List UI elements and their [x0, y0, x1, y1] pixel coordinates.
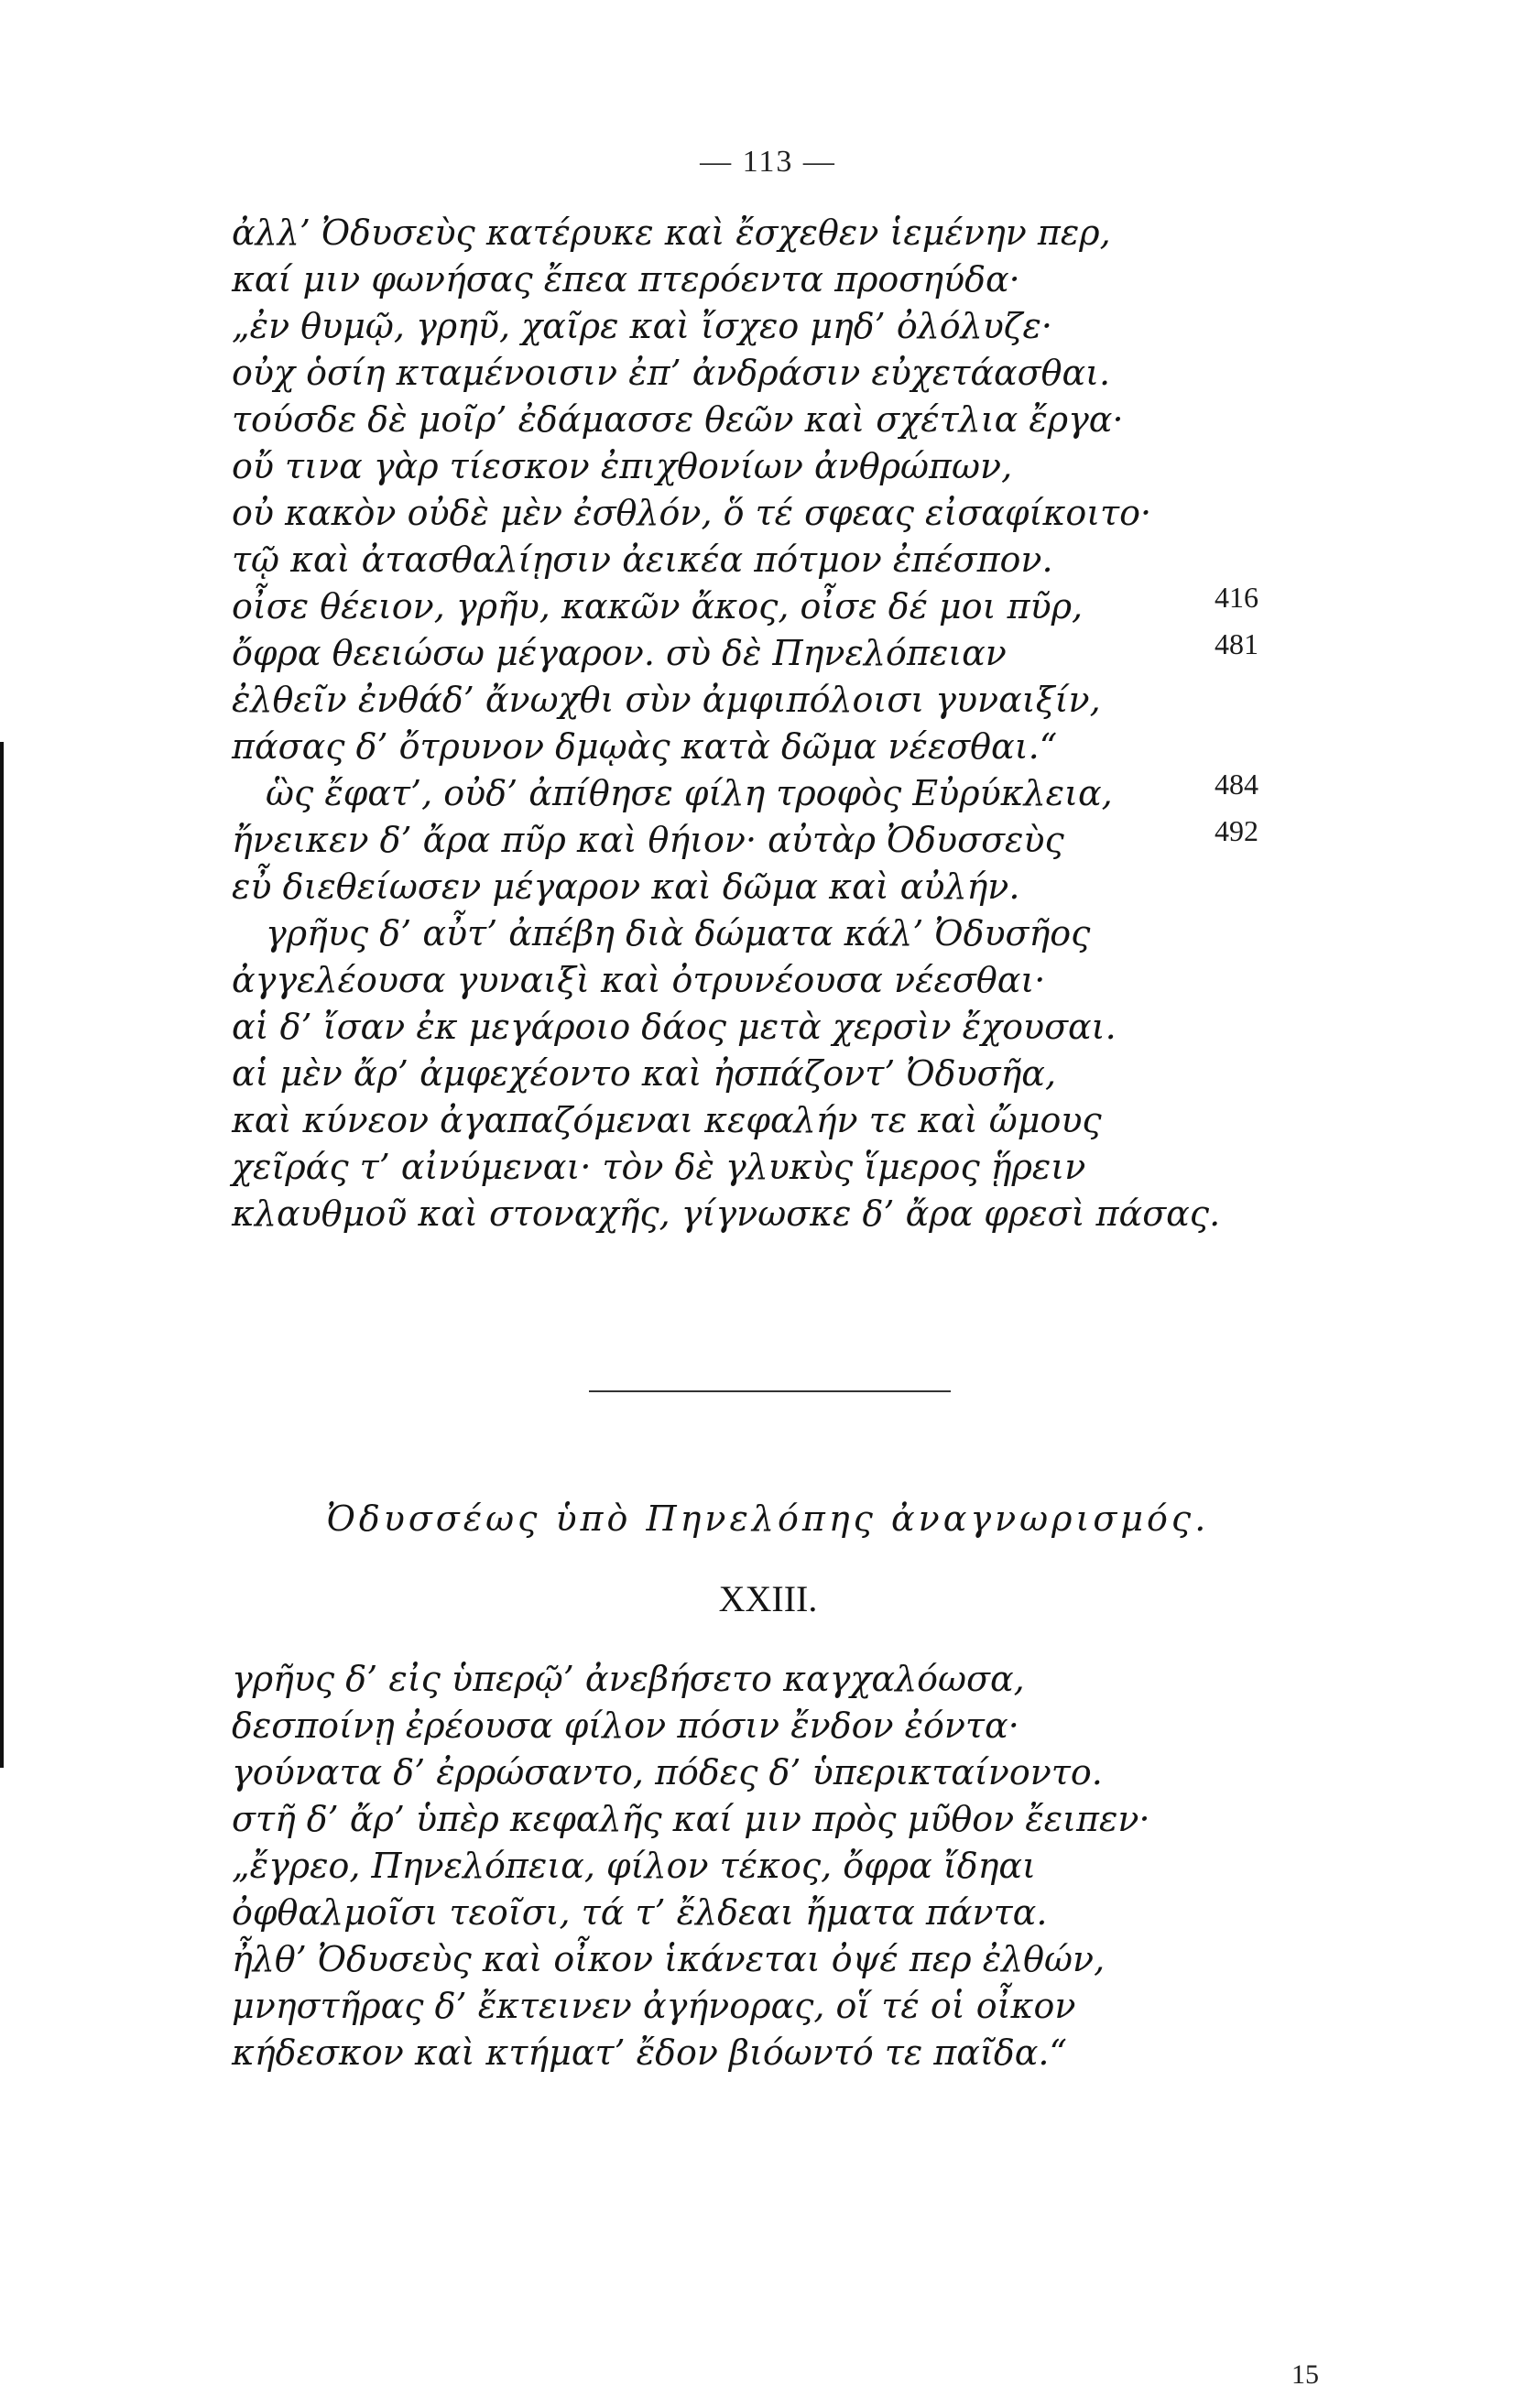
verse-line: αἱ δ’ ἴσαν ἐκ μεγάροιο δάος μετὰ χερσὶν ἔχουσαι. — [232, 1007, 1117, 1047]
line-number: 484 — [1215, 768, 1258, 801]
verse-line: κήδεσκον καὶ κτήματ’ ἔδον βιόωντό τε παῖδα.“ — [232, 2032, 1067, 2073]
verse-line: καὶ κύνεον ἀγαπαζόμεναι κεφαλήν τε καὶ ὤμους — [232, 1100, 1102, 1140]
section-title: Ὀδυσσέως ὑπὸ Πηνελόπης ἀναγνωρισμός. — [326, 1498, 1210, 1539]
verse-line: ἤνεικεν δ’ ἄρα πῦρ καὶ θήιον· αὐτὰρ Ὀδυσσεὺς — [232, 820, 1064, 860]
verse-line: χεῖράς τ’ αἰνύμεναι· τὸν δὲ γλυκὺς ἵμερος ᾕρειν — [232, 1147, 1086, 1187]
verse-line: τούσδε δὲ μοῖρ’ ἐδάμασσε θεῶν καὶ σχέτλια ἔργα· — [232, 399, 1124, 440]
verse-line: καί μιν φωνήσας ἔπεα πτερόεντα προσηύδα· — [232, 259, 1020, 300]
verse-line: γρῆυς δ’ αὖτ’ ἀπέβη διὰ δώματα κάλ’ Ὀδυσῆος — [266, 913, 1091, 953]
verse-line: „ἐν θυμῷ, γρηῦ, χαῖρε καὶ ἴσχεο μηδ’ ὀλόλυζε· — [232, 306, 1052, 346]
verse-line: ὄφρα θεειώσω μέγαρον. σὺ δὲ Πηνελόπειαν — [232, 633, 1007, 673]
verse-line: ὀφθαλμοῖσι τεοῖσι, τά τ’ ἔλδεαι ἤματα πάντα. — [232, 1892, 1048, 1933]
verse-line: στῆ δ’ ἄρ’ ὑπὲρ κεφαλῆς καί μιν πρὸς μῦθον ἔειπεν· — [232, 1799, 1150, 1839]
verse-line: ἦλθ’ Ὀδυσεὺς καὶ οἶκον ἱκάνεται ὀψέ περ ἐλθών, — [232, 1939, 1106, 1979]
line-number: 416 — [1215, 581, 1258, 614]
verse-line: δεσποίνῃ ἐρέουσα φίλον πόσιν ἔνδον ἐόντα· — [232, 1705, 1019, 1746]
verse-line: ὣς ἔφατ’, οὐδ’ ἀπίθησε φίλη τροφὸς Εὐρύκλεια, — [266, 773, 1113, 813]
verse-line: γούνατα δ’ ἐρρώσαντο, πόδες δ’ ὑπερικταίνοντο. — [232, 1752, 1103, 1792]
verse-line: κλαυθμοῦ καὶ στοναχῆς, γίγνωσκε δ’ ἄρα φρεσὶ πάσας. — [232, 1193, 1221, 1234]
verse-line: „ἔγρεο, Πηνελόπεια, φίλον τέκος, ὄφρα ἴδηαι — [232, 1846, 1036, 1886]
page-number: — 113 — — [700, 145, 836, 179]
line-number: 481 — [1215, 627, 1258, 660]
verse-line: ἀλλ’ Ὀδυσεὺς κατέρυκε καὶ ἔσχεθεν ἱεμένην περ, — [232, 212, 1111, 253]
verse-line: οὐχ ὁσίη κταμένοισιν ἐπ’ ἀνδράσιν εὐχετάασθαι. — [232, 353, 1111, 393]
verse-line: αἱ μὲν ἄρ’ ἀμφεχέοντο καὶ ἠσπάζοντ’ Ὀδυσῆα, — [232, 1053, 1057, 1094]
verse-line: οὐ κακὸν οὐδὲ μὲν ἐσθλόν, ὅ τέ σφεας εἰσαφίκοιτο· — [232, 493, 1152, 533]
section-divider — [589, 1390, 951, 1392]
verse-line: οἶσε θέειον, γρῆυ, κακῶν ἄκος, οἶσε δέ μοι πῦρ, — [232, 586, 1084, 627]
verse-line: ἐλθεῖν ἐνθάδ’ ἄνωχθι σὺν ἀμφιπόλοισι γυναιξίν, — [232, 680, 1101, 720]
verse-line: τῷ καὶ ἀτασθαλίῃσιν ἀεικέα πότμον ἐπέσπον. — [232, 539, 1053, 580]
verse-line: εὖ διεθείωσεν μέγαρον καὶ δῶμα καὶ αὐλήν. — [232, 866, 1020, 907]
signature-mark: 15 — [1291, 2359, 1319, 2390]
book-number: XXIII. — [718, 1578, 818, 1619]
line-number: 492 — [1215, 814, 1258, 847]
verse-line: μνηστῆρας δ’ ἔκτεινεν ἀγήνορας, οἵ τέ οἱ οἶκον — [232, 1986, 1076, 2026]
verse-line: οὔ τινα γὰρ τίεσκον ἐπιχθονίων ἀνθρώπων, — [232, 446, 1013, 486]
verse-line: πάσας δ’ ὄτρυνον δμῳὰς κατὰ δῶμα νέεσθαι.“ — [232, 726, 1058, 767]
verse-line: γρῆυς δ’ εἰς ὑπερῷ’ ἀνεβήσετο καγχαλόωσα, — [232, 1659, 1025, 1699]
verse-line: ἀγγελέουσα γυναιξὶ καὶ ὀτρυνέουσα νέεσθαι· — [232, 960, 1046, 1000]
